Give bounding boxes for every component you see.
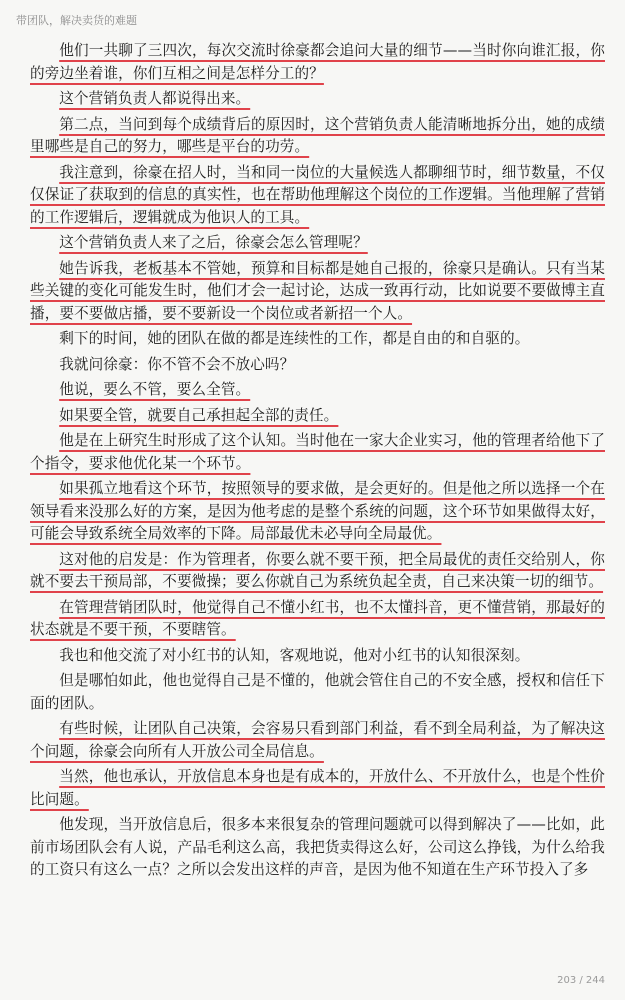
paragraph	[0, 597, 625, 642]
book-title: 带团队，解决卖货的难题	[16, 14, 137, 27]
paragraph	[0, 354, 625, 377]
page-content	[0, 40, 625, 885]
paragraph	[0, 162, 625, 230]
paragraph	[0, 478, 625, 546]
paragraph-text: 她告诉我，老板基本不管她，预算和目标都是她自己报的，徐豪只是确认。只有当某些关键的变化可能发生时，他们才会一起讨论，达成一致再行动，比如说要不要做博主直播，要不要做店播，要不要新设一个岗位或者新招一个人。	[30, 259, 605, 322]
paragraph-text: 我就问徐豪：你不管不会不放心吗？	[59, 355, 295, 373]
paragraph-text: 他发现，当开放信息后，很多本来很复杂的管理问题就可以得到解决了——比如，此前市场团队会有人说，产品毛利这么高，我把货卖得这么好，公司这么挣钱，为什么给我的工资只有这么一点？之所以会发出这样的声音，是因为他不知道在生产环节投入了多	[30, 816, 605, 878]
paragraph-text: 有些时候，让团队自己决策，会容易只看到部门利益，看不到全局利益，为了解决这个问题，徐豪会向所有人开放公司全局信息。	[30, 720, 605, 760]
paragraph-text: 当然，他也承认，开放信息本身也是有成本的，开放什么、不开放什么，也是个性价比问题。	[30, 768, 605, 808]
paragraph	[0, 232, 625, 255]
paragraph	[0, 88, 625, 111]
page-indicator: 203 / 244	[557, 975, 605, 986]
paragraph	[0, 430, 625, 475]
paragraph-text: 他是在上研究生时形成了这个认知。当时他在一家大企业实习，他的管理者给他下了个指令，要求他优化某一个环节。	[30, 432, 605, 472]
paragraph	[0, 718, 625, 763]
paragraph-text: 这对他的启发是：作为管理者，你要么就不要干预，把全局最优的责任交给别人，你就不要去干预局部，不要微操；要么你就自己为系统负起全责，自己来决策一切的细节。	[30, 550, 605, 590]
paragraph-text: 但是哪怕如此，他也觉得自己是不懂的，他就会管住自己的不安全感，授权和信任下面的团队。	[30, 672, 605, 712]
paragraph-text: 我也和他交流了对小红书的认知，客观地说，他对小红书的认知很深刻。	[59, 646, 530, 664]
paragraph-text: 剩下的时间，她的团队在做的都是连续性的工作，都是自由的和自驱的。	[59, 330, 530, 347]
paragraph	[0, 645, 625, 668]
paragraph	[0, 328, 625, 351]
paragraph-text: 如果孤立地看这个环节，按照领导的要求做，是会更好的。但是他之所以选择一个在领导看来没那么好的方案，是因为他考虑的是整个系统的问题，这个环节如果做得太好，可能会导致系统全局效率的下降。局部最优未必导向全局最优。	[30, 480, 605, 542]
paragraph	[0, 405, 625, 428]
paragraph-text: 在管理营销团队时，他觉得自己不懂小红书，也不太懂抖音，更不懂营销，那最好的状态就是不要干预，不要瞎管。	[30, 598, 605, 638]
paragraph	[0, 114, 625, 159]
paragraph-text: 如果要全管，就要自己承担起全部的责任。	[59, 406, 339, 424]
paragraph	[0, 258, 625, 326]
paragraph	[0, 549, 625, 594]
paragraph	[0, 40, 625, 85]
paragraph	[0, 766, 625, 811]
paragraph-text: 我注意到，徐豪在招人时，当和同一岗位的大量候选人都聊细节时，细节数量，不仅仅保证了获取到的信息的真实性，也在帮助他理解这个岗位的工作逻辑。当他理解了营销的工作逻辑后，逻辑就成为他识人的工具。	[30, 163, 605, 226]
paragraph-text: 这个营销负责人都说得出来。	[59, 90, 251, 107]
paragraph	[0, 379, 625, 402]
paragraph-text: 这个营销负责人来了之后，徐豪会怎么管理呢？	[59, 234, 368, 251]
paragraph	[0, 814, 625, 882]
paragraph-text: 他们一共聊了三四次，每次交流时徐豪都会追问大量的细节——当时你向谁汇报，你的旁边坐着谁，你们互相之间是怎样分工的？	[30, 42, 605, 82]
paragraph-text: 第二点，当问到每个成绩背后的原因时，这个营销负责人能清晰地拆分出，她的成绩里哪些是自己的努力，哪些是平台的功劳。	[30, 115, 605, 155]
paragraph	[0, 670, 625, 715]
paragraph-text: 他说，要么不管，要么全管。	[59, 381, 251, 398]
